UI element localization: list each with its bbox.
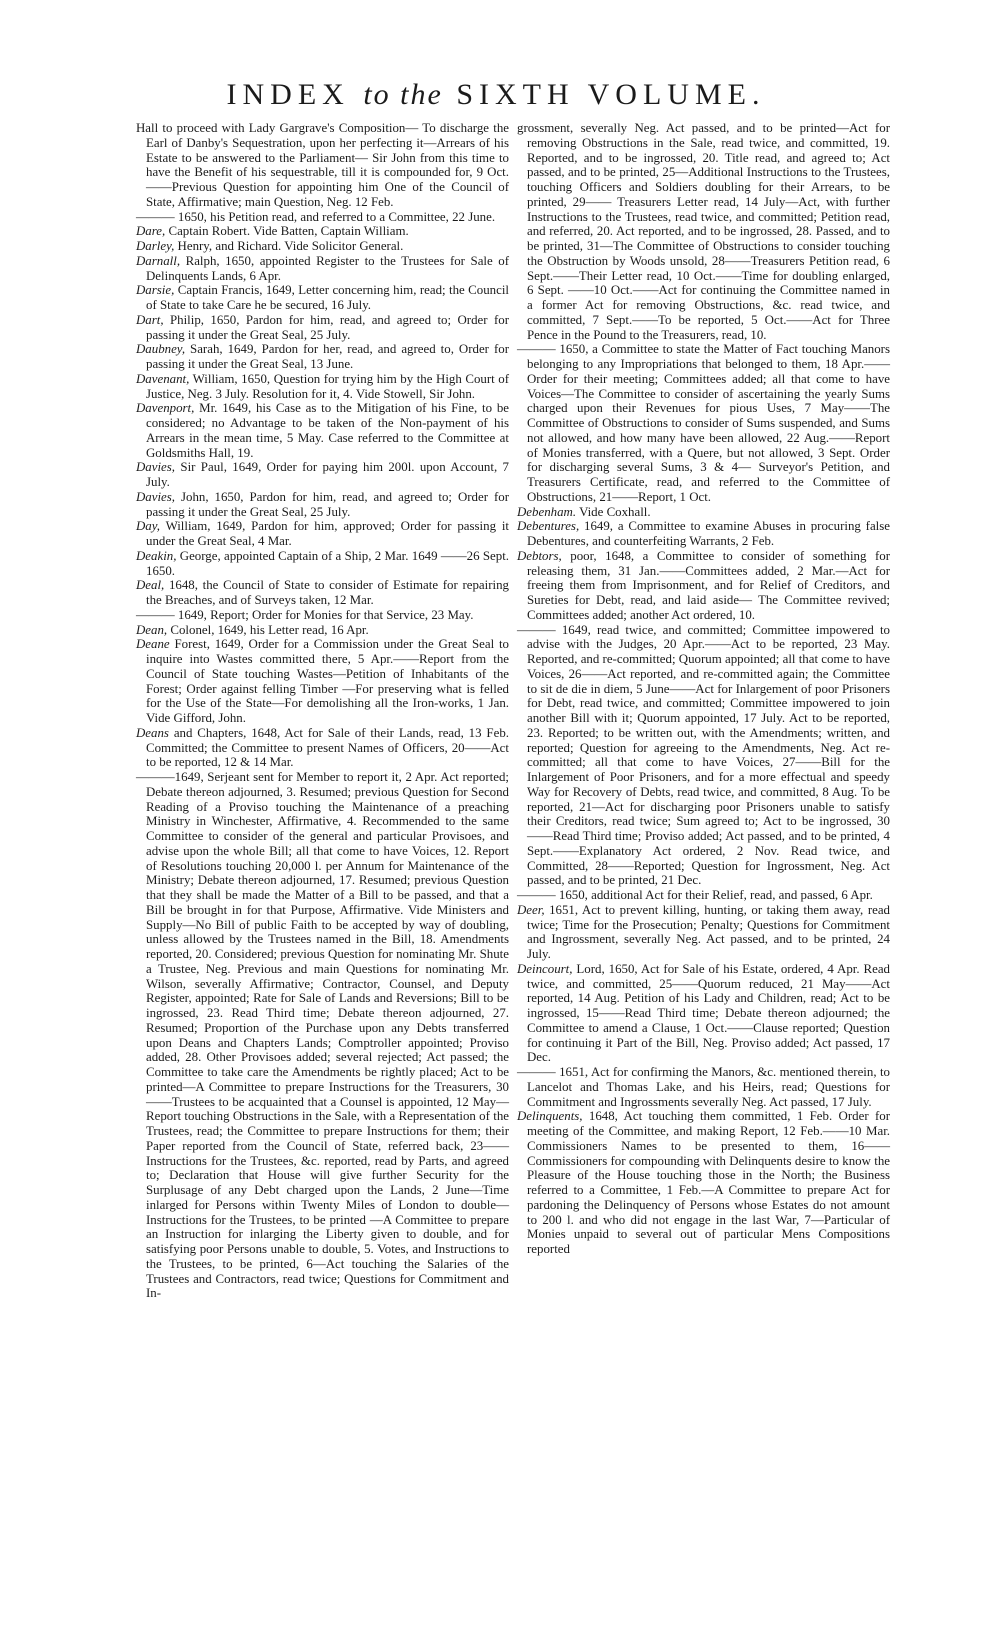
entry-term: Daubney,	[136, 342, 186, 357]
index-entry	[136, 770, 509, 1301]
index-entry	[517, 903, 890, 962]
index-entry	[136, 342, 509, 372]
index-entry	[136, 210, 509, 225]
entry-text: and Chapters, 1648, Act for Sale of their Lands, read, 13 Feb. Committed; the Committee to present Names of Officers, 20——Act to be reported, 12 & 14 Mar.	[146, 725, 509, 770]
right-column	[517, 121, 890, 1257]
entry-text: poor, 1648, a Committee to consider of something for releasing them, 31 Jan.——Committees added, 2 Mar.—Act for freeing them from Imprisonment, and for Relief of Creditors, and Sureties for Debt, read, and laid aside— The Committee revived; Committees added; another Act ordered, 10.	[527, 548, 890, 622]
entry-term: Deakin,	[136, 548, 177, 563]
entry-term: Deans	[136, 725, 169, 740]
entry-text: ——— 1650, his Petition read, and referred to a Committee, 22 June.	[136, 209, 496, 224]
index-entry	[136, 224, 509, 239]
entry-text: Ralph, 1650, appointed Register to the Trustees for Sale of Delinquents Lands, 6 Apr.	[146, 253, 509, 283]
entry-text: Henry, and Richard. Vide Solicitor General.	[174, 239, 404, 253]
index-entry	[136, 623, 509, 638]
index-entry	[517, 623, 890, 889]
index-entry	[136, 637, 509, 726]
entry-text: Captain Robert. Vide Batten, Captain William.	[165, 224, 409, 239]
entry-text: 1649, a Committee to examine Abuses in procuring false Debentures, and counterfeiting Warrants, 2 Feb.	[527, 519, 890, 548]
entry-text: Mr. 1649, his Case as to the Mitigation of his Fine, to be considered; no Advantage to be taken of the Non-payment of his Arrears in the mean time, 5 May. Case referred to the Committee at Goldsmiths Hall, 19.	[146, 401, 509, 460]
entry-text: John, 1650, Pardon for him, read, and agreed to; Order for passing it under the Great Seal, 25 July.	[146, 489, 509, 519]
header-volume: SIXTH VOLUME.	[456, 78, 766, 111]
entry-text: Sir Paul, 1649, Order for paying him 200l. upon Account, 7 July.	[146, 460, 509, 489]
index-entry	[136, 313, 509, 343]
entry-term: Deane	[136, 637, 170, 652]
header-index: INDEX	[226, 78, 350, 111]
index-entry	[136, 726, 509, 770]
index-entry	[517, 962, 890, 1065]
entry-term: Darnall,	[136, 253, 181, 268]
entry-text: ——— 1649, read twice, and committed; Committee impowered to advise with the Judges, 20 Apr.——Act to be reported, 23 May. Reported, and re-committed; Quorum appointed; all that come to have Voices, 26——Act reported, and re-committed again; the Committee to sit de die in diem, 5 June——Act for Inlargement of poor Prisoners for Debt, read twice, and committed; Committee impowered to join another Bill with it; Quorum appointed, 17 July. Act to be reported, 23. Reported; to be written out, with the Amendments; written, and reported; Question for agreeing to the Amendments, Neg. Act re-committed; all that come to have Voices, 27——Bill for the Inlargement of Poor Prisoners, and for a more effectual and speedy Way for Recovery of Debts, read twice, and committed, 8 Aug. To be reported, 21—Act for discharging poor Prisoners unable to satisfy their Creditors, read twice; Sum agreed to; Act to be ingrossed, 30——Read Third time; Proviso added; Act passed, and to be printed, 4 Sept.——Explanatory Act ordered, 2 Nov. Read twice, and Committed, 28——Reported; Question for Ingrossment, Neg. Act passed, and to be printed, 21 Dec.	[517, 622, 890, 888]
entry-term: Darsie,	[136, 283, 175, 298]
entry-text: ——— 1650, additional Act for their Relief, read, and passed, 6 Apr.	[517, 888, 873, 902]
entry-term: Davenport,	[136, 401, 195, 416]
index-entry	[517, 121, 890, 342]
index-entry	[136, 372, 509, 402]
entry-text: Lord, 1650, Act for Sale of his Estate, ordered, 4 Apr. Read twice, and committed, 25——Quorum reduced, 21 May——Act reported, 14 Aug. Petition of his Lady and Children, read; Act to be ingrossed, 15——Read Third time; Debate thereon adjourned; the Committee to amend a Clause, 1 Oct.——Clause reported; Question for continuing it Part of the Bill, Neg. Proviso added; Act passed, 17 Dec.	[527, 961, 890, 1065]
entry-text: William, 1650, Question for trying him by the High Court of Justice, Neg. 3 July. Resolution for it, 4. Vide Stowell, Sir John.	[146, 371, 509, 401]
entry-term: Debenham.	[517, 504, 577, 519]
entry-text: 1648, Act touching them committed, 1 Feb. Order for meeting of the Committee, and making Report, 12 Feb.——10 Mar. Commissioners Names to be presented to them, 16——Commissioners for compounding with Delinquents desire to know the Pleasure of the House touching those in the North; the Business referred to a Committee, 1 Feb.—A Committee to prepare Act for pardoning the Delinquency of Persons whose Estates do not amount to 200 l. and who did not engage in the last War, 7—Particular of Monies unpaid to several out of particular Mens Compositions reported	[527, 1109, 890, 1256]
entry-text: Colonel, 1649, his Letter read, 16 Apr.	[167, 622, 369, 637]
entry-text: Hall to proceed with Lady Gargrave's Composition— To discharge the Earl of Danby's Sequestration, upon her perfecting it—Arrears of his Estate to be answered to the Parliament— Sir John from this time to have the Benefit of his sequestrable, till it is compounded for, 9 Oct.——Previous Question for appointing him One of the Council of State, Affirmative; main Question, Neg. 12 Feb.	[136, 121, 509, 209]
index-entry	[517, 342, 890, 504]
index-entry	[136, 239, 509, 254]
index-entry	[136, 490, 509, 520]
index-entry	[136, 549, 509, 579]
entry-text: ———1649, Serjeant sent for Member to report it, 2 Apr. Act reported; Debate thereon adjourned, 3. Resumed; previous Question for Second Reading of a Proviso touching the Maintenance of a preaching Ministry in Winchester, Affirmative, 4. Recommended to the same Committee to consider of the general and particular Provisoes, and advise upon the whole Bill; all that come to have Voices, 12. Report of Resolutions touching 20,000 l. per Annum for Maintenance of the Ministry; Debate thereon adjourned, 17. Resumed; previous Question that they shall be made the Matter of a Bill to be passed, and that a Bill be brought in for that Purpose, Affirmative. Vide Ministers and Supply—No Bill of public Faith to be accepted by way of doubling, unless allowed by the Trustees named in the Bill, 18. Amendments reported, 20. Considered; previous Question for nominating Mr. Shute a Trustee, Neg. Previous and main Questions for nominating Mr. Wilson, severally Affirmative; Contractor, Counsel, and Deputy Register, appointed; Rate for Sale of Lands and Reversions; Bill to be ingrossed, 23. Read Third time; Debate thereon adjourned, 27. Resumed; Proportion of the Purchase upon any Debts transferred upon Deans and Chapters Lands; Comptroller appointed; Proviso added, 28. Other Provisoes added; several rejected; Act passed; the Committee to take care the Amendments be rightly placed; Act to be printed—A Committee to prepare Instructions for the Treasurers, 30——Trustees to be acquainted that a Counsel is appointed, 12 May—Report touching Obstructions in the Sale, with a Representation of the Trustees, read; the Committee to prepare Instructions for them; their Paper reported from the Council of State, referred back, 23——Instructions for the Trustees, &c. reported, read by Parts, and agreed to; Declaration that House will give further Security for the Surplusage of any Debt charged upon the Lands, 2 June—Time inlarged for Persons within Twenty Miles of London to double—Instructions for the Trustees, to be printed —A Committee to prepare an Instruction for inlarging the Liberty given to double, and for satisfying poor Persons unable to double, 5. Votes, and Instructions to the Trustees, to be printed, 6—Act touching the Salaries of the Trustees and Contractors, read twice; Questions for Commitment and In-	[136, 770, 509, 1301]
index-entry	[517, 1065, 890, 1109]
entry-text: Forest, 1649, Order for a Commission under the Great Seal to inquire into Wastes committed there, 5 Apr.——Report from the Council of State touching Wastes—Petition of Inhabitants of the Forest; Order against felling Timber —For preserving what is felled for the Use of the State—For demolishing all the Iron-works, 1 Jan. Vide Gifford, John.	[146, 637, 509, 725]
index-entry	[136, 460, 509, 490]
index-entry	[136, 121, 509, 210]
index-entry	[136, 401, 509, 460]
header-to-the: to the	[363, 78, 443, 111]
entry-text: grossment, severally Neg. Act passed, and to be printed—Act for removing Obstructions in the Sale, read twice, and committed, 19. Reported, and to be ingrossed, 20. Title read, and agreed to; Act passed, and to be printed, 25—Additional Instructions to the Trustees, touching Officers and Soldiers doubling for their Arrears, to be printed, 29—— Treasurers Letter read, 14 July—Act, with further Instructions to the Trustees, read twice, and committed; Petition read, and referred, 20. Act reported, and to be ingrossed, 28. Passed, and to be printed, 31—The Committee of Obstructions to consider touching the Obstruction by Woods unsold, 28——Treasurers Petition read, 6 Sept.——Their Letter read, 10 Oct.——Time for doubling enlarged, 6 Sept. ——10 Oct.——Act for continuing the Committee named in a former Act for removing Obstructions, &c. read twice, and committed, 7 Sept.——To be reported, 5 Oct.——Act for Three Pence in the Pound to the Treasurers, read, 10.	[517, 121, 890, 342]
entry-term: Davies,	[136, 489, 176, 504]
entry-term: Dean,	[136, 622, 168, 637]
index-entry	[136, 608, 509, 623]
index-entry	[517, 519, 890, 549]
entry-term: Day,	[136, 519, 160, 534]
entry-term: Deer,	[517, 902, 545, 917]
index-entry	[136, 519, 509, 549]
entry-text: Philip, 1650, Pardon for him, read, and agreed to; Order for passing it under the Great Seal, 25 July.	[146, 312, 509, 342]
index-entry	[136, 283, 509, 313]
page-header	[0, 78, 992, 112]
entry-text: Vide Coxhall.	[576, 504, 651, 519]
entry-term: Debtors,	[517, 548, 562, 563]
entry-term: Dart,	[136, 312, 164, 327]
left-column	[136, 121, 509, 1301]
entry-text: Sarah, 1649, Pardon for her, read, and agreed to, Order for passing it under the Great Seal, 13 June.	[146, 342, 509, 371]
entry-text: 1648, the Council of State to consider of Estimate for repairing the Breaches, and of Surveys taken, 12 Mar.	[146, 578, 509, 607]
entry-term: Darley,	[136, 239, 175, 253]
entry-text: William, 1649, Pardon for him, approved; Order for passing it under the Great Seal, 4 Mar.	[146, 519, 509, 548]
entry-term: Debentures,	[517, 519, 580, 534]
entry-text: ——— 1649, Report; Order for Monies for that Service, 23 May.	[136, 607, 474, 622]
entry-text: 1651, Act to prevent killing, hunting, or taking them away, read twice; Time for the Prosecution; Penalty; Questions for Commitment and Ingrossment, severally Neg. Act passed, and to be printed, 24 July.	[527, 902, 890, 961]
entry-text: ——— 1650, a Committee to state the Matter of Fact touching Manors belonging to any Impropriations that belonged to them, 18 Apr.——Order for their meeting; Committees added; all that come to have Voices—The Committee to consider of ascertaining the yearly Sums charged upon their Revenues for pious Uses, 7 May——The Committee of Obstructions to consider of Sums suspended, and Sums not allowed, and how many have been allowed, 22 Aug.——Report of Monies transferred, with a Quere, but not allowed, 3 Sept. Order for discharging several Sums, 3 & 4— Surveyor's Petition, and Treasurers Certificate, read, and referred to the Committee of Obstructions, 21——Report, 1 Oct.	[517, 342, 890, 504]
entry-term: Delinquents,	[517, 1109, 583, 1124]
entry-text: Captain Francis, 1649, Letter concerning him, read; the Council of State to take Care he be secured, 16 July.	[146, 283, 509, 312]
entry-term: Davies,	[136, 460, 176, 475]
entry-text: George, appointed Captain of a Ship, 2 Mar. 1649 ——26 Sept. 1650.	[146, 548, 509, 578]
entry-text: ——— 1651, Act for confirming the Manors, &c. mentioned therein, to Lancelot and Thomas Lake, and his Heirs, read; Questions for Commitment and Ingrossments severally Neg. Act passed, 17 July.	[517, 1065, 890, 1109]
index-entry	[517, 505, 890, 520]
index-entry	[136, 254, 509, 284]
entry-term: Davenant,	[136, 371, 190, 386]
index-entry	[136, 578, 509, 608]
index-entry	[517, 1109, 890, 1257]
index-entry	[517, 549, 890, 623]
entry-term: Deincourt,	[517, 961, 573, 976]
index-entry	[517, 888, 890, 903]
entry-term: Dare,	[136, 224, 166, 239]
entry-term: Deal,	[136, 578, 165, 593]
